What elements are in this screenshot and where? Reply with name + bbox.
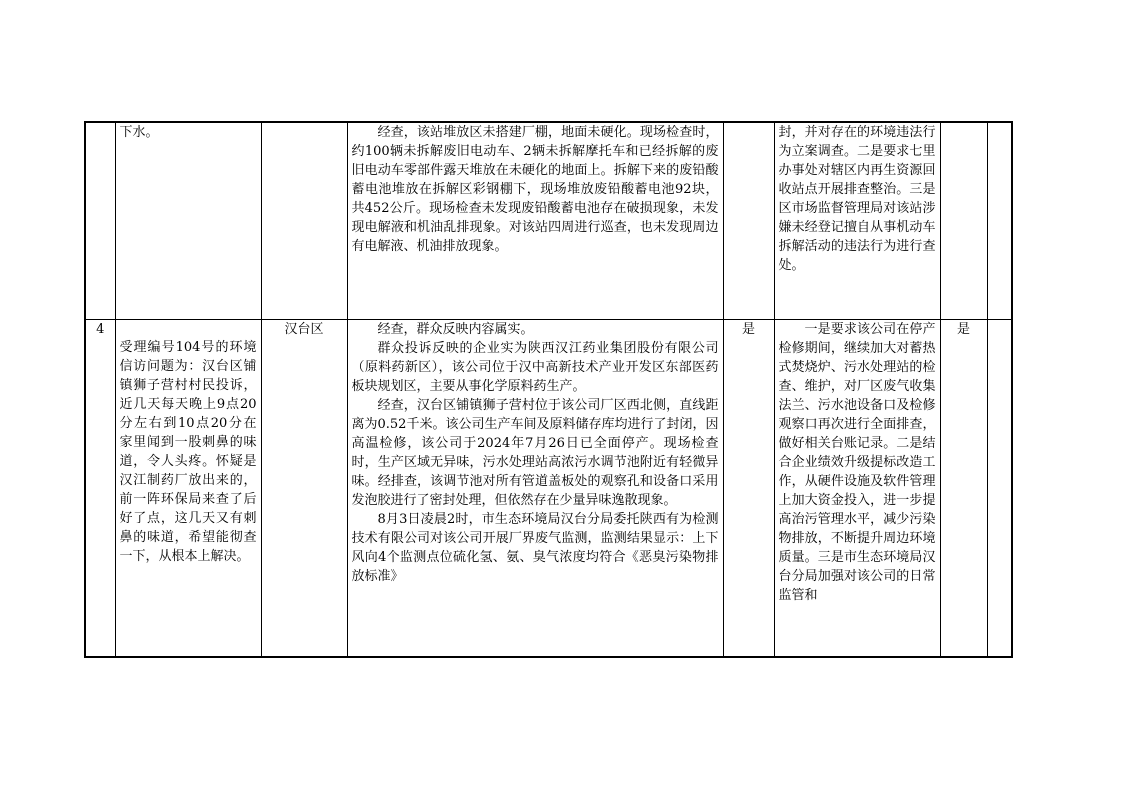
actions-cell [774, 122, 940, 320]
issue-text: 下水。 [119, 125, 159, 140]
district-cell [261, 122, 347, 320]
finding-paragraph: 经查，该站堆放区未搭建厂棚，地面未硬化。现场检查时，约100辆未拆解废旧电动车、2辆未拆解摩托车和已经拆解的废旧电动车零部件露天堆放在未硬化的地面上。拆解下来的废铅酸蓄电池堆放在拆解区彩钢棚下，现场堆放废铅酸蓄电池92块，共452公斤。现场检查未发现废铅酸蓄电池存在破损现象，未发现电解液和机油乱排现象。对该站四周进行巡查，也未发现周边有电解液、机油排放现象。 [351, 125, 719, 254]
finding-paragraph: 经查，群众反映内容属实。 [377, 322, 534, 337]
findings-cell [347, 320, 723, 658]
note-cell [987, 122, 1012, 320]
district-cell: 汉台区 [261, 320, 347, 658]
verified-cell: 是 [723, 320, 774, 658]
closed-cell: 是 [940, 320, 987, 658]
closed-cell [940, 122, 987, 320]
row-number [85, 122, 115, 320]
table-row [85, 320, 1012, 658]
finding-paragraph: 经查，汉台区铺镇狮子营村位于该公司厂区西北侧，直线距离为0.52千米。该公司生产车间及原料储存库均进行了封闭，因高温检修，该公司于2024年7月26日已全面停产。现场检查时，生产区域无异味，污水处理站高浓污水调节池附近有轻微异味。经排查，该调节池对所有管道盖板处的观察孔和设备口采用发泡胶进行了密封处理，但依然存在少量异味逸散现象。 [351, 398, 719, 508]
issue-text: 受理编号104号的环境信访问题为：汉台区铺镇狮子营村村民投诉，近几天每天晚上9点20分左右到10点20分在家里闻到一股刺鼻的味道，令人头疼。怀疑是汉江制药厂放出来的，前一阵环保局来查了后好了点，这几天又有刺鼻的味道，希望能彻查一下，从根本上解决。 [119, 340, 257, 564]
table-row [85, 122, 1012, 320]
note-cell [987, 320, 1012, 658]
row-number: 4 [85, 320, 115, 658]
actions-cell [774, 320, 940, 658]
issue-cell [115, 122, 261, 320]
action-paragraph: 一是要求该公司在停产检修期间，继续加大对蓄热式焚烧炉、污水处理站的检查、维护，对厂区废气收集法兰、污水池设备口及检修观察口再次进行全面排查，做好相关台账记录。二是结合企业绩效升级提标改造工作，从硬件设施及软件管理上加大资金投入，进一步提高治污管理水平，减少污染物排放，不断提升周边环境质量。三是市生态环境局汉台分局加强对该公司的日常监管和 [778, 322, 936, 603]
verified-cell [723, 122, 774, 320]
findings-cell [347, 122, 723, 320]
finding-paragraph: 8月3日凌晨2时，市生态环境局汉台分局委托陕西有为检测技术有限公司对该公司开展厂界废气监测，监测结果显示：上下风向4个监测点位硫化氢、氨、臭气浓度均符合《恶臭污染物排放标准》 [351, 512, 719, 584]
issue-cell [115, 320, 261, 658]
action-paragraph: 封，并对存在的环境违法行为立案调查。二是要求七里办事处对辖区内再生资源回收站点开展排查整治。三是区市场监督管理局对该站涉嫌未经登记擅自从事机动车拆解活动的违法行为进行查处。 [778, 125, 936, 273]
complaint-table [84, 121, 1013, 658]
finding-paragraph: 群众投诉反映的企业实为陕西汉江药业集团股份有限公司（原料药新区），该公司位于汉中高新技术产业开发区东部医药板块规划区，主要从事化学原料药生产。 [351, 341, 719, 394]
